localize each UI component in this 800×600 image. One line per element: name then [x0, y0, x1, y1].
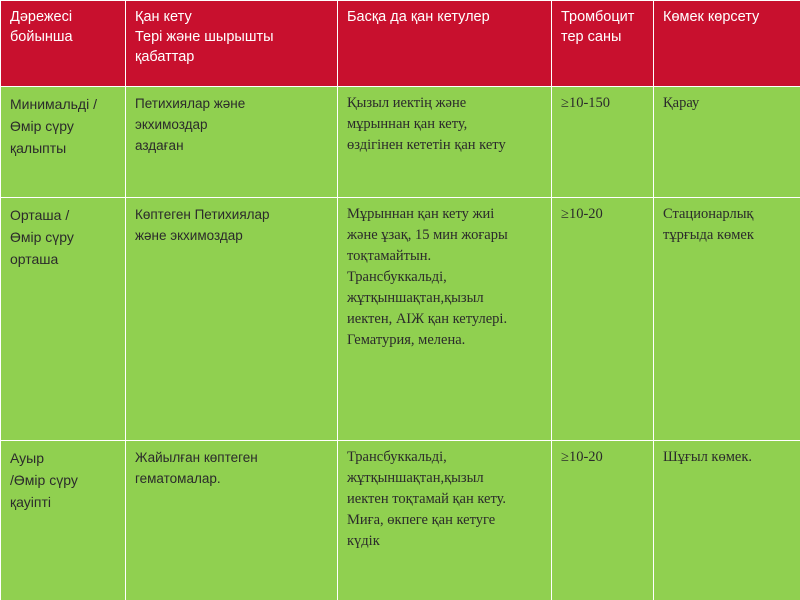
- header-text: Дәрежесі: [10, 9, 73, 25]
- header-text: Басқа да қан кетулер: [347, 9, 490, 25]
- header-text: бойынша: [10, 29, 73, 45]
- cell-text: Мұрыннан қан кету жиі: [347, 206, 495, 222]
- table-cell-severity: [1, 87, 126, 198]
- cell-text: Шұғыл көмек.: [663, 449, 753, 465]
- table-row: [1, 198, 800, 441]
- cell-text: қауіпті: [10, 494, 51, 510]
- table-cell-other-bleeding: [338, 87, 552, 198]
- table-cell-platelets: [552, 87, 654, 198]
- cell-text: иектен, АІЖ қан кетулері.: [347, 311, 508, 327]
- table-row: [1, 441, 800, 600]
- cell-text: гематомалар.: [135, 471, 221, 486]
- table-cell-assistance: [654, 441, 800, 600]
- cell-text: ≥10-20: [561, 449, 603, 465]
- header-text: Тромбоцит: [561, 9, 635, 25]
- cell-text: Стационарлық: [663, 206, 754, 222]
- cell-text: қалыпты: [10, 140, 67, 156]
- cell-text: жұтқыншақтан,қызыл: [347, 290, 484, 306]
- table-cell-platelets: [552, 198, 654, 441]
- cell-text: Ауыр: [10, 450, 45, 466]
- cell-text: Орташа /: [10, 207, 70, 223]
- header-row: [1, 1, 800, 87]
- table-row: [1, 87, 800, 198]
- header-cell-bleeding: [126, 1, 338, 87]
- cell-text: тоқтамайтын.: [347, 248, 432, 264]
- header-text: Қан кету: [135, 9, 192, 25]
- table-cell-bleeding: [126, 87, 338, 198]
- cell-text: тұрғыда көмек: [663, 227, 754, 243]
- cell-text: мұрыннан қан кету,: [347, 116, 468, 132]
- table-cell-platelets: [552, 441, 654, 600]
- cell-text: ≥10-20: [561, 206, 603, 222]
- table-cell-bleeding: [126, 198, 338, 441]
- cell-text: жұтқыншақтан,қызыл: [347, 470, 484, 486]
- cell-text: Өмір сүру: [10, 229, 74, 245]
- table-cell-other-bleeding: [338, 198, 552, 441]
- cell-text: орташа: [10, 251, 59, 267]
- cell-text: Гематурия, мелена.: [347, 332, 466, 348]
- header-cell-platelets: [552, 1, 654, 87]
- cell-text: /Өмір сүру: [10, 472, 78, 488]
- cell-text: Қызыл иектің және: [347, 95, 467, 111]
- header-text: қабаттар: [135, 49, 195, 65]
- cell-text: және экхимоздар: [135, 228, 243, 243]
- table-cell-other-bleeding: [338, 441, 552, 600]
- cell-text: Өмір сүру: [10, 118, 74, 134]
- cell-text: иектен тоқтамай қан кету.: [347, 491, 507, 507]
- table-cell-severity: [1, 441, 126, 600]
- cell-text: ≥10-150: [561, 95, 611, 111]
- cell-text: Трансбуккальді,: [347, 269, 447, 285]
- header-text: Көмек көрсету: [663, 9, 760, 25]
- header-cell-assistance: [654, 1, 800, 87]
- header-cell-other-bleeding: [338, 1, 552, 87]
- header-text: Тері және шырышты: [135, 29, 274, 45]
- cell-text: Минимальді /: [10, 96, 97, 112]
- header-text: тер саны: [561, 29, 622, 45]
- cell-text: Жайылған көптеген: [135, 450, 258, 465]
- cell-text: Көптеген Петихиялар: [135, 207, 270, 222]
- cell-text: күдік: [347, 533, 380, 549]
- cell-text: Трансбуккальді,: [347, 449, 447, 465]
- cell-text: экхимоздар: [135, 117, 208, 132]
- table-cell-assistance: [654, 198, 800, 441]
- cell-text: аздаған: [135, 138, 184, 153]
- cell-text: Қарау: [663, 95, 700, 111]
- header-cell-severity: [1, 1, 126, 87]
- table-cell-severity: [1, 198, 126, 441]
- cell-text: Петихиялар және: [135, 96, 246, 111]
- table-cell-bleeding: [126, 441, 338, 600]
- table-cell-assistance: [654, 87, 800, 198]
- cell-text: өздігінен кететін қан кету: [347, 137, 506, 153]
- cell-text: және ұзақ, 15 мин жоғары: [347, 227, 508, 243]
- cell-text: Миға, өкпеге қан кетуге: [347, 512, 496, 528]
